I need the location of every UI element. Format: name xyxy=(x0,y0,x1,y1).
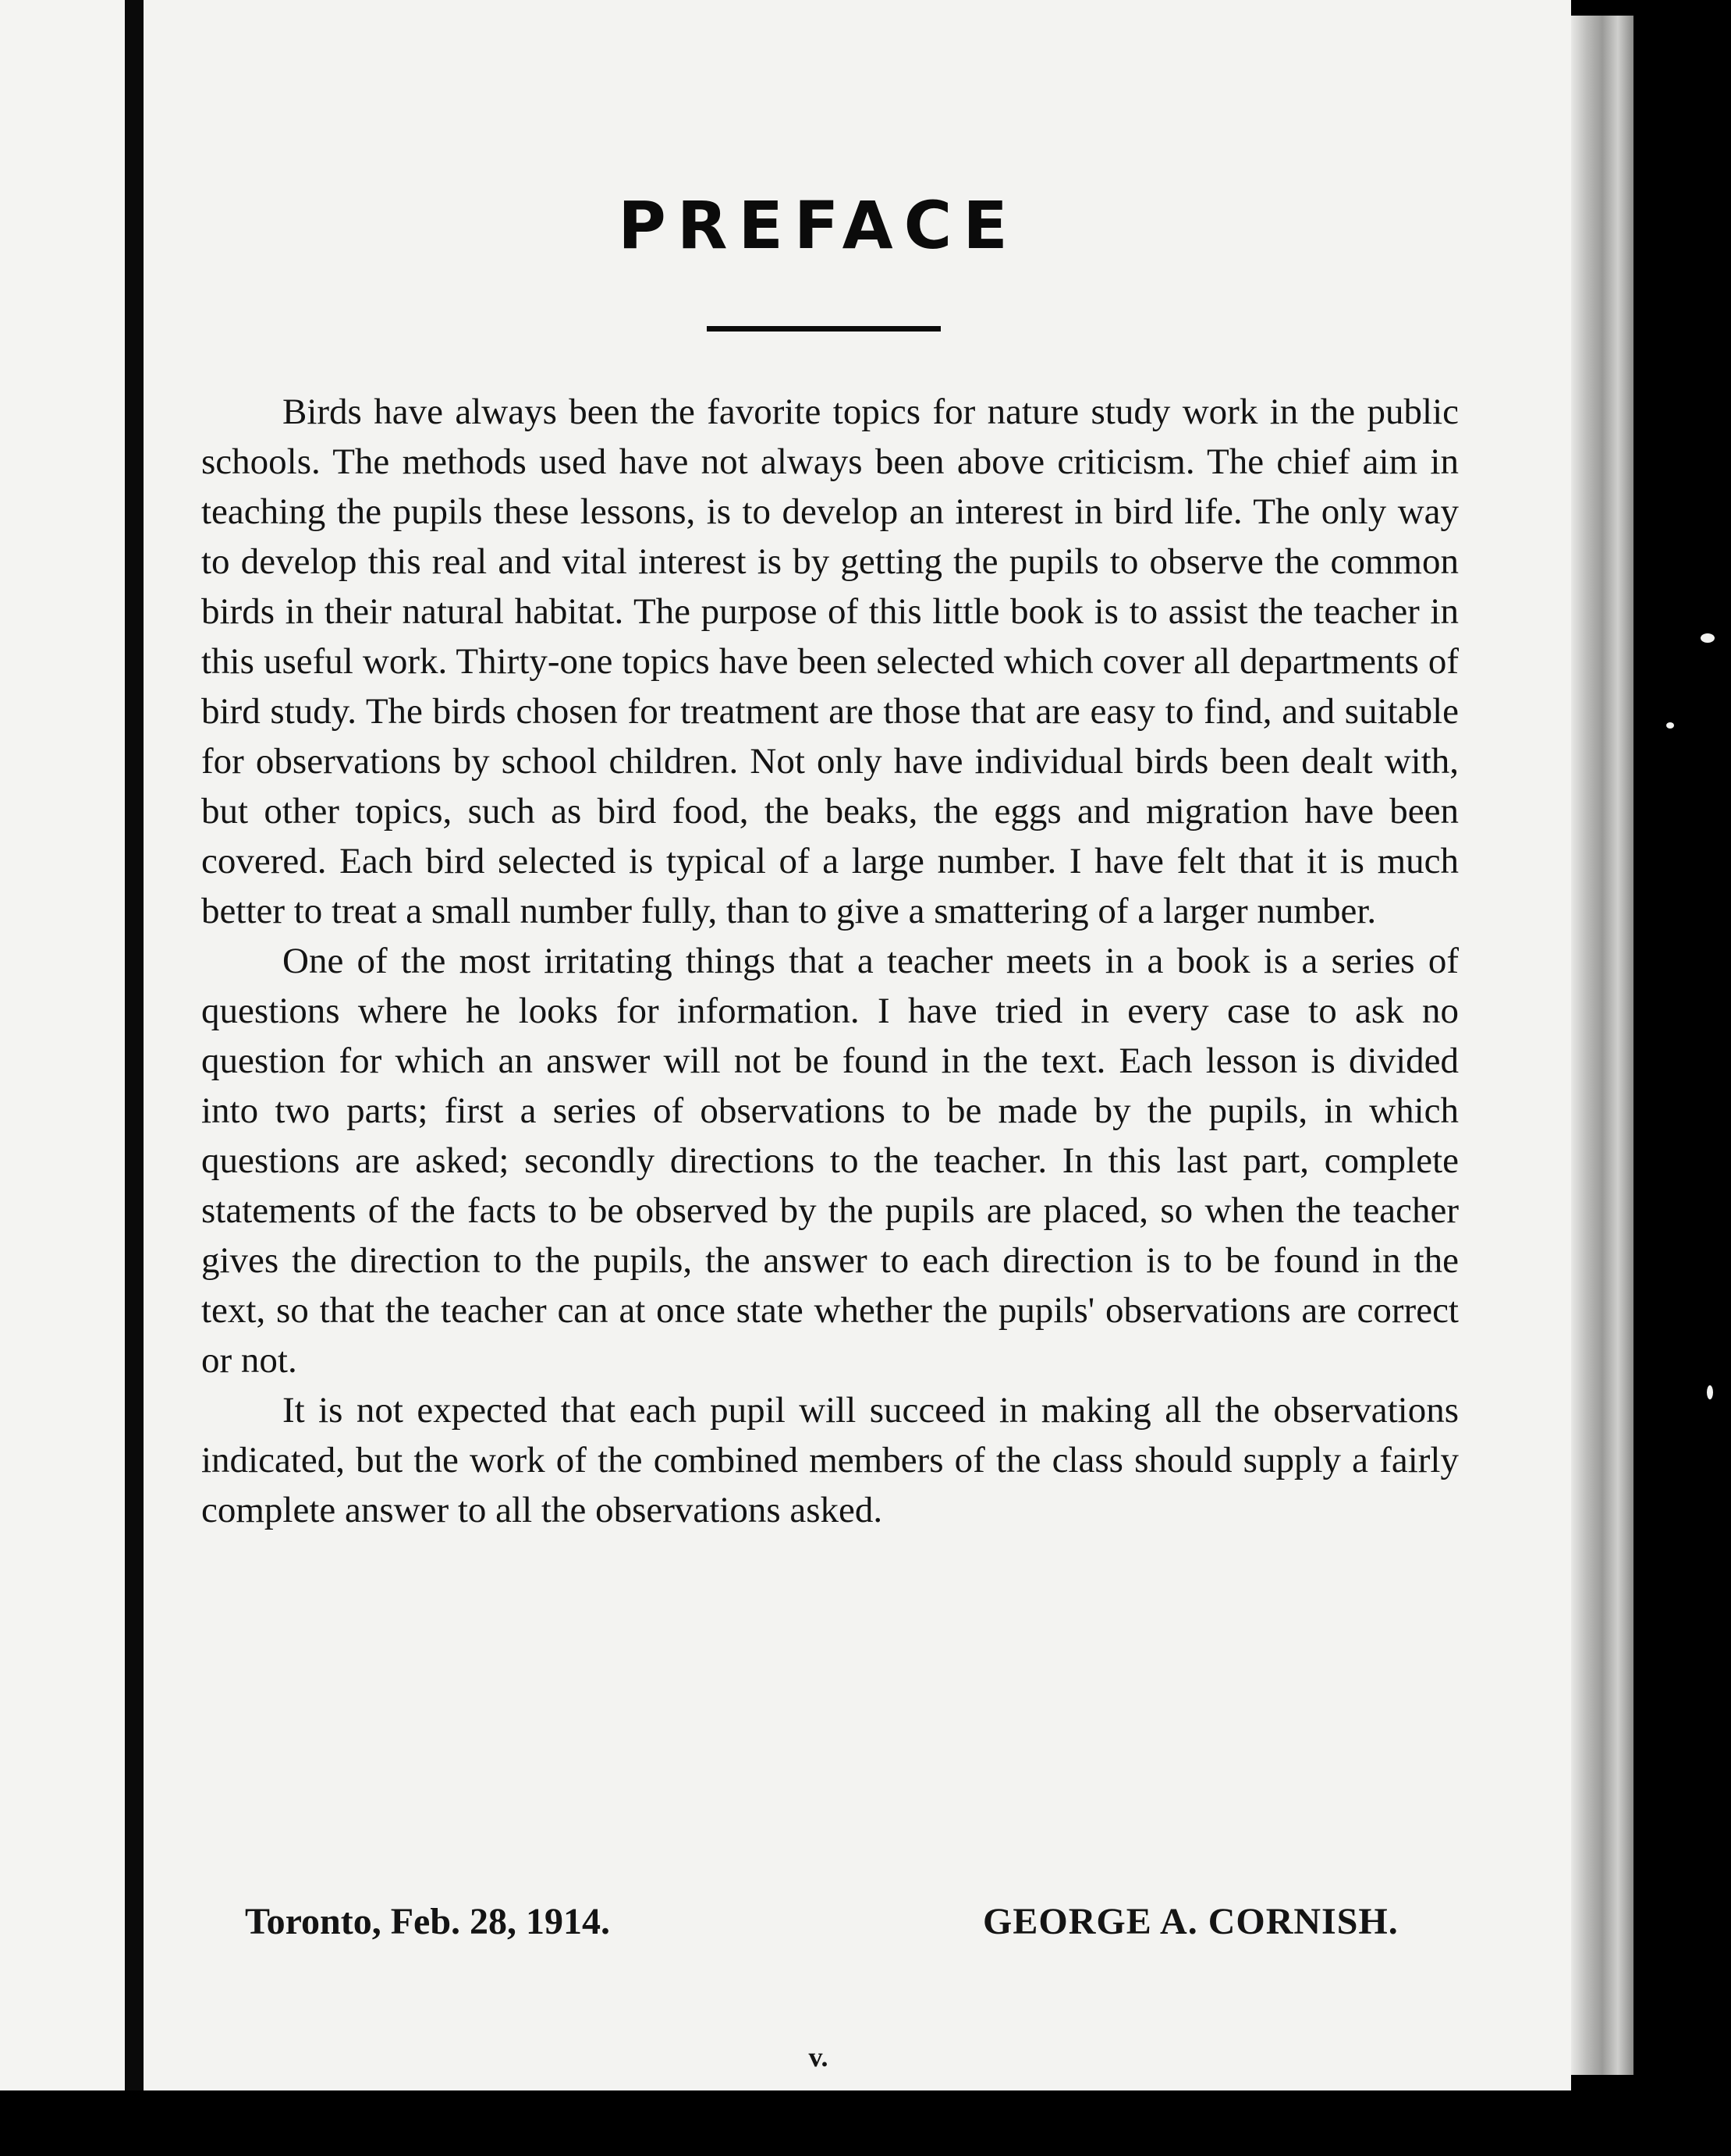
scan-speck xyxy=(1707,1385,1713,1399)
page-stack-edge xyxy=(1571,16,1633,2075)
scan-border xyxy=(0,2090,1731,2156)
paragraph-1: Birds have always been the favorite topics for nature study work in the public schools. The methods used have not always been above criticism. The chief aim in teaching the pupils these lessons, is to develop an interest in bird life. The only way to develop this real and vital interest is by getting the pupils to observe the common birds in their natural habitat. The purpose of this little book is to assist the teacher in this useful work. Thirty-one topics have been selected which cover all departments of bird study. The birds chosen for treatment are those that are easy to find, and suitable for observations by school children. Not only have individual birds been dealt with, but other topics, such as bird food, the beaks, the eggs and migration have been covered. Each bird selected is typical of a large number. I have felt that it is much better to treat a small number fully, than to give a smattering of a larger number. xyxy=(201,392,1459,931)
title-rule xyxy=(707,326,941,332)
scan-speck xyxy=(1666,722,1674,729)
book-page xyxy=(144,0,1571,2090)
facing-page-margin xyxy=(0,0,125,2156)
page-title: PREFACE xyxy=(618,187,1019,264)
place-date: Toronto, Feb. 28, 1914. xyxy=(245,1901,611,1942)
scan-speck xyxy=(1701,633,1715,643)
book-gutter xyxy=(125,0,144,2090)
preface-body xyxy=(201,387,1459,1535)
author-signature: GEORGE A. CORNISH. xyxy=(983,1901,1399,1942)
paragraph-3: It is not expected that each pupil will succeed in making all the observations indicated, but the work of the combined members of the class should supply a fairly complete answer to all the observations asked. xyxy=(201,1390,1459,1530)
paragraph-2: One of the most irritating things that a teacher meets in a book is a series of questions where he looks for information. I have tried in every case to ask no question for which an answer will not be found in the text. Each lesson is divided into two parts; first a series of observations to be made by the pupils, in which questions are asked; secondly directions to the teacher. In this last part, complete statements of the facts to be observed by the pupils are placed, so when the teacher gives the direction to the pupils, the answer to each direction is to be found in the text, so that the teacher can at once state whether the pupils' observations are correct or not. xyxy=(201,941,1459,1381)
page-number: v. xyxy=(808,2041,828,2073)
